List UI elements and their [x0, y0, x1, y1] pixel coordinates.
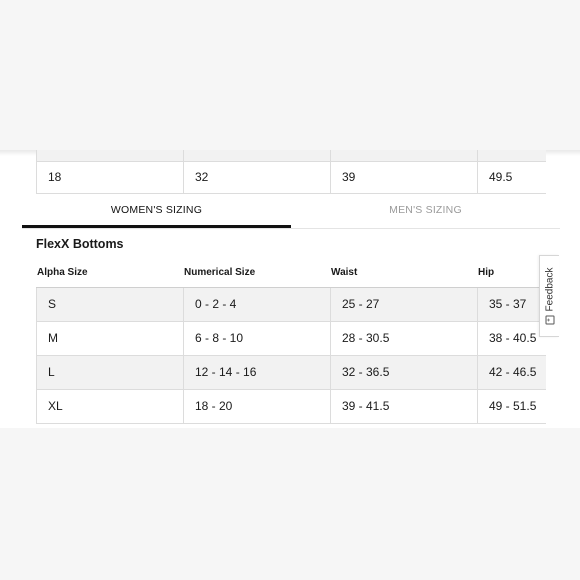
size-table [36, 263, 546, 424]
table-cell: 32 - 36.5 [330, 356, 477, 389]
table-cell: 6 - 8 - 10 [183, 322, 330, 355]
sizing-tabs [22, 195, 560, 229]
table-row [36, 150, 546, 162]
table-row [36, 288, 546, 322]
column-header-waist: Waist [331, 267, 358, 278]
tab-womens-sizing[interactable]: WOMEN'S SIZING [22, 195, 291, 228]
table-cell: 42 - 46.5 [477, 356, 546, 389]
table-cell: 49.5 [477, 162, 546, 193]
table-cell [477, 150, 546, 161]
table-cell: 35 - 37 [477, 288, 546, 321]
table-cell: 18 [36, 162, 183, 193]
table-cell: 12 - 14 - 16 [183, 356, 330, 389]
previous-size-table [36, 150, 546, 194]
column-header-hip: Hip [478, 267, 495, 278]
column-header-numerical-size: Numerical Size [184, 267, 256, 278]
section-title: FlexX Bottoms [36, 237, 124, 251]
table-cell [330, 150, 477, 161]
table-cell: 39 [330, 162, 477, 193]
table-cell: 28 - 30.5 [330, 322, 477, 355]
table-row [36, 322, 546, 356]
table-row [36, 356, 546, 390]
table-row [36, 390, 546, 424]
table-cell: 49 - 51.5 [477, 390, 546, 423]
table-cell: 32 [183, 162, 330, 193]
table-cell: 38 - 40.5 [477, 322, 546, 355]
table-cell: XL [36, 390, 183, 423]
table-cell: 39 - 41.5 [330, 390, 477, 423]
table-header-row [36, 263, 546, 288]
tab-mens-sizing[interactable]: MEN'S SIZING [389, 204, 462, 216]
table-cell: M [36, 322, 183, 355]
table-cell [183, 150, 330, 161]
column-header-alpha-size: Alpha Size [37, 267, 88, 278]
table-cell: S [36, 288, 183, 321]
feedback-label: Feedback [544, 267, 555, 312]
size-chart-panel [0, 150, 580, 428]
table-cell: 25 - 27 [330, 288, 477, 321]
bottom-background [0, 428, 580, 580]
table-cell [36, 150, 183, 161]
table-cell: L [36, 356, 183, 389]
feedback-icon: + [545, 315, 554, 324]
top-background [0, 0, 580, 150]
table-cell: 0 - 2 - 4 [183, 288, 330, 321]
table-cell: 18 - 20 [183, 390, 330, 423]
table-row [36, 162, 546, 194]
feedback-button[interactable] [539, 255, 559, 337]
